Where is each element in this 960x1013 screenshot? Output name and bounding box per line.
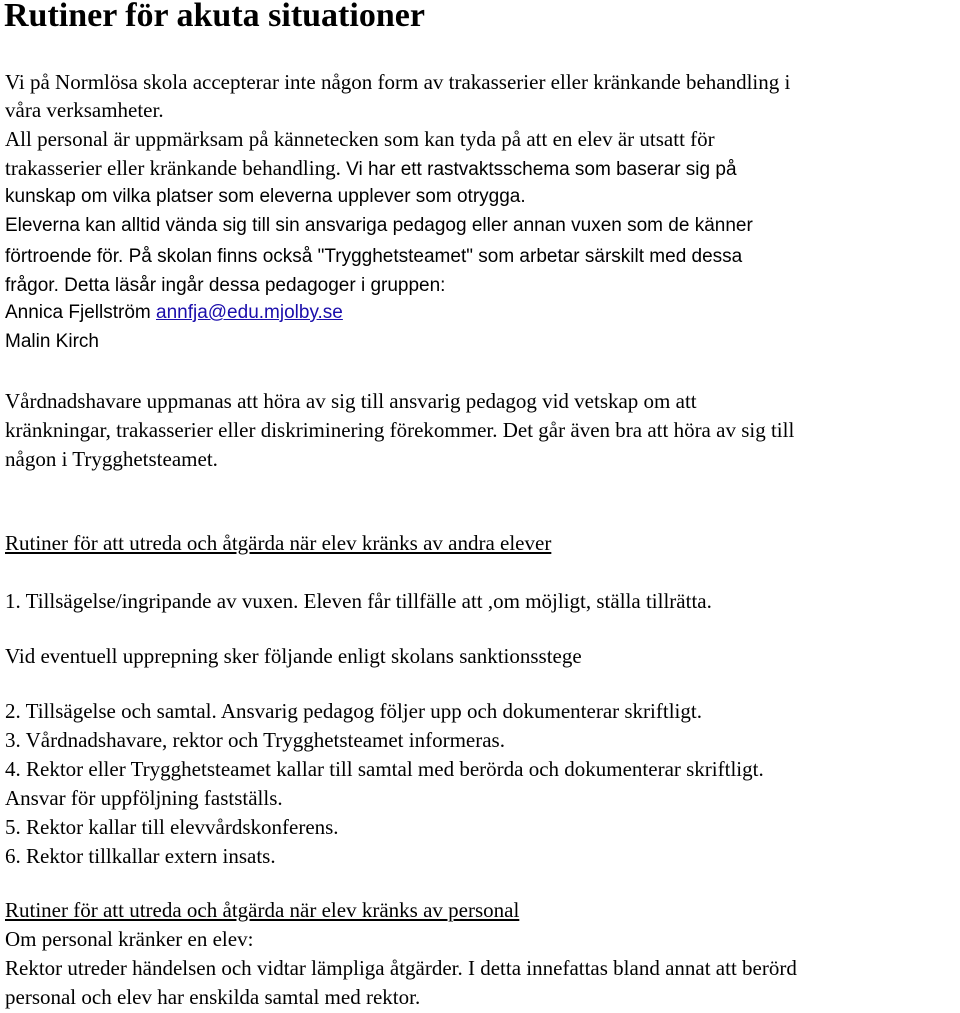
guardians-line: Vårdnadshavare uppmanas att höra av sig till ansvarig pedagog vid vetskap om att	[5, 389, 697, 413]
intro-text: På skolan finns också "Trygghetsteamet" som arbetar särskilt med dessa	[123, 246, 743, 267]
repeat-note: Vid eventuell upprepning sker följande enligt skolans sanktionsstege	[5, 644, 582, 668]
intro-line: Eleverna kan alltid vända sig till sin ansvariga pedagog eller annan vuxen som de känner	[5, 215, 753, 236]
intro-line: våra verksamheter.	[5, 98, 164, 122]
intro-line	[5, 243, 742, 269]
staff-line: personal och elev har enskilda samtal med rektor.	[5, 985, 421, 1009]
intro-text: trakasserier eller kränkande behandling.	[5, 156, 341, 180]
staff-line: Om personal kränker en elev:	[5, 927, 254, 951]
staff-line: Rektor utreder händelsen och vidtar lämpliga åtgärder. I detta innefattas bland annat att berörd	[5, 956, 797, 980]
step-item: 5. Rektor kallar till elevvårdskonferens.	[5, 815, 339, 839]
team-member: Malin Kirch	[5, 331, 99, 352]
intro-line	[5, 156, 737, 182]
step-item: 2. Tillsägelse och samtal. Ansvarig pedagog följer upp och dokumenterar skriftligt.	[5, 699, 702, 723]
intro-line	[5, 272, 445, 298]
intro-text: frågor.	[5, 275, 59, 296]
team-member	[5, 301, 343, 325]
step-item: 6. Rektor tillkallar extern insats.	[5, 844, 276, 868]
step-item: 4. Rektor eller Trygghetsteamet kallar till samtal med berörda och dokumenterar skriftligt.	[5, 757, 764, 781]
intro-line: kunskap om vilka platser som eleverna upplever som otrygga.	[5, 186, 526, 207]
step-item: 1. Tillsägelse/ingripande av vuxen. Eleven får tillfälle att ,om möjligt, ställa tillrätta.	[5, 589, 712, 613]
intro-line: Vi på Normlösa skola accepterar inte någon form av trakasserier eller kränkande behandling i	[5, 70, 791, 94]
intro-text: Vi har ett rastvaktsschema som baserar sig på	[340, 159, 737, 180]
intro-text: förtroende för.	[5, 246, 124, 267]
guardians-line: någon i Trygghetsteamet.	[5, 447, 218, 471]
intro-line: All personal är uppmärksam på kännetecken som kan tyda på att en elev är utsatt för	[5, 127, 715, 151]
team-member-email-link[interactable]: annfja@edu.mjolby.se	[156, 302, 343, 323]
section-heading-students: Rutiner för att utreda och åtgärda när elev kränks av andra elever	[5, 531, 552, 555]
step-item: 3. Vårdnadshavare, rektor och Trygghetsteamet informeras.	[5, 728, 505, 752]
step-item-continued: Ansvar för uppföljning fastställs.	[5, 786, 283, 810]
guardians-line: kränkningar, trakasserier eller diskriminering förekommer. Det går även bra att höra av sig till	[5, 418, 795, 442]
section-heading-staff: Rutiner för att utreda och åtgärda när elev kränks av personal	[5, 898, 520, 922]
intro-text: Detta läsår ingår dessa pedagoger i gruppen:	[58, 275, 446, 296]
page-title: Rutiner för akuta situationer	[4, 0, 425, 34]
team-member-name: Annica Fjellström	[5, 302, 156, 323]
